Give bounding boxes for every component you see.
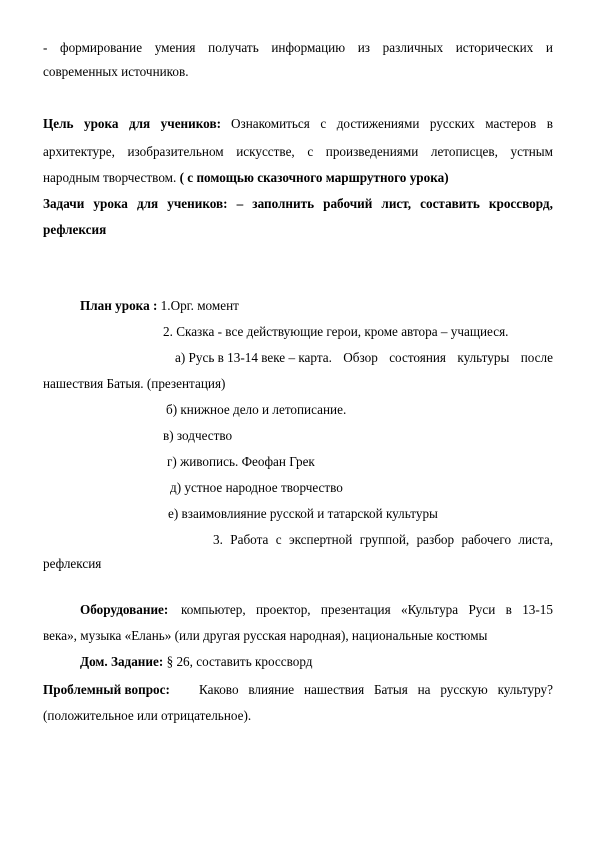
plan-item-d: д) устное народное творчество — [170, 480, 343, 495]
word: презентация — [320, 602, 391, 617]
word: для — [136, 196, 159, 211]
word: культуру? — [497, 682, 553, 697]
goal-line-1-text — [231, 116, 553, 132]
word: мастеров — [485, 116, 537, 131]
word: Работа — [230, 532, 269, 547]
goal-label — [43, 116, 221, 132]
word: и — [545, 40, 553, 55]
word: урока — [93, 196, 128, 211]
homework-label: Дом. Задание: — [80, 654, 164, 669]
word: нашествия — [303, 682, 365, 697]
plan-item-3 — [213, 532, 553, 548]
word: с — [275, 532, 282, 547]
word: рабочий — [323, 196, 373, 211]
plan-item-3-continued: рефлексия — [43, 556, 102, 571]
goal-line-3-text: народным творчеством. — [43, 170, 180, 185]
plan-item-b: б) книжное дело и летописание. — [166, 402, 347, 417]
word: Обзор — [343, 350, 378, 365]
word: составить — [420, 196, 480, 211]
word: формирование — [60, 40, 143, 55]
word: умения — [154, 40, 196, 55]
plan-item-a-continued: нашествия Батыя. (презентация) — [43, 376, 226, 391]
word: учеников: — [167, 196, 228, 211]
tasks-reflection: рефлексия — [43, 222, 107, 237]
word: состояния — [389, 350, 446, 365]
word: влияние — [248, 682, 295, 697]
word: Ознакомиться — [231, 116, 310, 131]
word: получать — [208, 40, 259, 55]
word: в — [546, 116, 553, 131]
goal-line-2 — [43, 144, 553, 160]
plan-item-g: г) живопись. Феофан Грек — [167, 454, 315, 469]
word: в — [505, 602, 512, 617]
word: Каково — [199, 682, 239, 697]
word: 13-15 — [522, 602, 553, 617]
word: исторических — [455, 40, 534, 55]
word: с — [320, 116, 327, 131]
tasks-line-1 — [43, 196, 553, 212]
word: искусстве, — [236, 144, 295, 159]
problem-line-2: (положительное или отрицательное). — [43, 708, 252, 723]
plan-item-e: е) взаимовлияние русской и татарской культуры — [168, 506, 438, 521]
word: рабочего — [461, 532, 512, 547]
plan-heading — [80, 298, 239, 314]
word: Задачи — [43, 196, 85, 211]
word: заполнить — [252, 196, 315, 211]
plan-item-a — [175, 350, 553, 366]
plan-colon: : — [149, 298, 161, 313]
word: культуры — [457, 350, 510, 365]
homework-text: § 26, составить кроссворд — [163, 654, 313, 669]
homework-line — [80, 654, 313, 670]
word: архитектуре, — [43, 144, 115, 159]
plan-label: План урока — [80, 298, 150, 313]
word: на — [417, 682, 431, 697]
plan-item-1: 1.Орг. момент — [160, 298, 239, 313]
word: достижениями — [336, 116, 420, 131]
word: Цель — [43, 116, 74, 131]
word: устным — [510, 144, 553, 159]
word: Руси — [468, 602, 496, 617]
problem-label: Проблемный вопрос: — [43, 682, 170, 697]
word: русскую — [440, 682, 488, 697]
intro-line-2: современных источников. — [43, 64, 189, 79]
word: листа, — [518, 532, 553, 547]
word: лист, — [381, 196, 412, 211]
word: а) Русь в 13-14 веке – карта. — [175, 350, 332, 365]
word: проектор, — [256, 602, 311, 617]
word: с — [307, 144, 314, 159]
intro-line-1 — [43, 40, 553, 56]
word: различных — [382, 40, 444, 55]
word: изобразительном — [127, 144, 224, 159]
plan-item-v: в) зодчество — [163, 428, 233, 443]
equipment-line-1 — [80, 602, 553, 618]
equipment-label: Оборудование: — [80, 602, 169, 617]
word: из — [357, 40, 371, 55]
goal-line-3 — [43, 170, 449, 186]
word: урока — [83, 116, 119, 131]
word: - — [43, 40, 48, 55]
goal-method: ( с помощью сказочного маршрутного урока) — [179, 170, 449, 185]
word: группой, — [359, 532, 410, 547]
word: учеников: — [160, 116, 221, 131]
goal-line-1 — [43, 116, 553, 132]
word: «Культура — [401, 602, 459, 617]
word: летописцев, — [430, 144, 498, 159]
word: – — [236, 196, 244, 211]
word: для — [128, 116, 151, 131]
word: после — [520, 350, 553, 365]
word: Батыя — [373, 682, 408, 697]
problem-line-1 — [43, 682, 553, 698]
word: компьютер, — [181, 602, 246, 617]
word: 3. — [213, 532, 223, 547]
word: произведениями — [325, 144, 419, 159]
word: русских — [429, 116, 475, 131]
plan-item-2: 2. Сказка - все действующие герои, кроме автора – учащиеся. — [163, 324, 509, 339]
word: разбор — [416, 532, 455, 547]
word: информацию — [271, 40, 346, 55]
word: кроссворд, — [488, 196, 553, 211]
word: экспертной — [288, 532, 353, 547]
equipment-line-1-text — [181, 602, 553, 618]
tasks-line-2 — [43, 222, 106, 238]
equipment-line-2: века», музыка «Елань» (или другая русская народная), национальные костюмы — [43, 628, 488, 643]
problem-line-1-text — [199, 682, 553, 698]
